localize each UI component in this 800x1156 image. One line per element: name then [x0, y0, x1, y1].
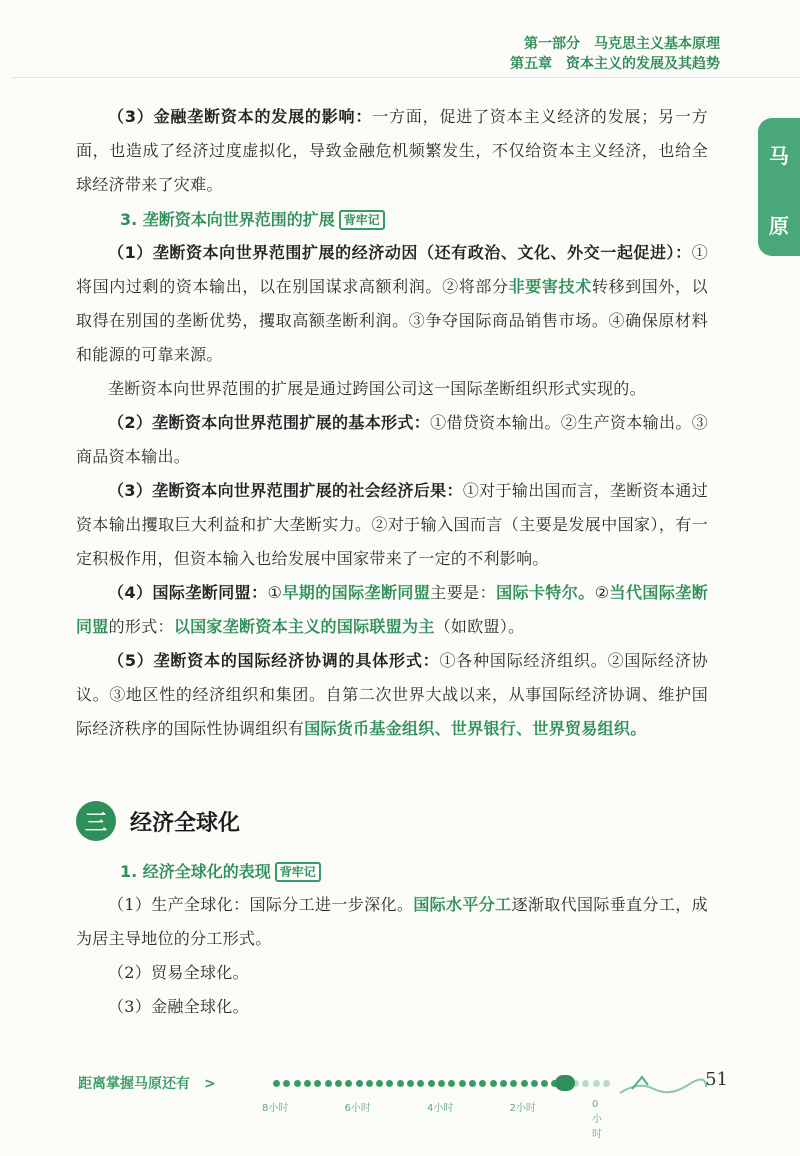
progress-dot [366, 1080, 373, 1087]
progress-dot [582, 1080, 589, 1087]
progress-track [262, 1075, 606, 1140]
section-heading-globalization [76, 799, 240, 843]
section-title: 经济全球化 [130, 810, 241, 836]
paragraph-motives: （1）垄断资本向世界范围扩展的经济动因（还有政治、文化、外交一起促进）：①将国内过剩的资本输出，以在别国谋求高额利润。②将部分非要害技术转移到国外，以取得在别国的垄断优势，攫取高额垄断利润。③争夺国际商品销售市场。④确保原材料和能源的可靠来源。 [76, 243, 708, 364]
progress-dot [510, 1080, 517, 1087]
section-number-badge: 三 [76, 801, 116, 841]
progress-dot [273, 1080, 280, 1087]
progress-dot [479, 1080, 486, 1087]
progress-dot [417, 1080, 424, 1087]
progress-dot [335, 1080, 342, 1087]
progress-tick-label: 2小时 [509, 1103, 536, 1114]
progress-dot [541, 1080, 548, 1087]
progress-tick-label: 8小时 [262, 1103, 289, 1114]
progress-dot [407, 1080, 414, 1087]
progress-label: 距离掌握马原还有 > [78, 1076, 216, 1092]
progress-dot [397, 1080, 404, 1087]
progress-dot [521, 1080, 528, 1087]
progress-dot [438, 1080, 445, 1087]
subheading-global-expansion: 3. 垄断资本向世界范围的扩展 背牢记 [120, 204, 708, 236]
progress-dot [603, 1080, 610, 1087]
progress-dot [531, 1080, 538, 1087]
memorize-tag: 背牢记 [339, 210, 385, 230]
paragraph-coordination: （5）垄断资本的国际经济协调的具体形式：①各种国际经济组织。②国际经济协议。③地区性的经济组织和集团。自第二次世界大战以来，从事国际经济协调、维护国际经济秩序的国际性协调组织有国际货币基金组织、世界银行、世界贸易组织。 [76, 651, 708, 738]
progress-dot [500, 1080, 507, 1087]
header-part: 第一部分 马克思主义基本原理 [524, 36, 720, 52]
progress-dot [448, 1080, 455, 1087]
page-number: 51 [705, 1069, 728, 1090]
progress-tick-label: 4小时 [427, 1103, 454, 1114]
paragraph-production: （1）生产全球化：国际分工进一步深化。国际水平分工逐渐取代国际垂直分工，成为居主导地位的分工形式。 [76, 895, 708, 948]
paragraph-consequences: （3）垄断资本向世界范围扩展的社会经济后果：①对于输出国而言，垄断资本通过资本输出攫取巨大利益和扩大垄断实力。②对于输入国而言（主要是发展中国家），有一定积极作用，但资本输入也给发展中国家带来了一定的不利影响。 [76, 481, 708, 568]
paragraph-basic-forms: （2）垄断资本向世界范围扩展的基本形式：①借贷资本输出。②生产资本输出。③商品资本输出。 [76, 413, 708, 466]
side-thumb-tab[interactable] [758, 118, 800, 256]
running-header [320, 34, 720, 74]
header-rule [12, 77, 800, 78]
paragraph-financial-impact: （3）金融垄断资本的发展的影响：一方面，促进了资本主义经济的发展；另一方面，也造成了经济过度虚拟化，导致金融危机频繁发生，不仅给资本主义经济，也给全球经济带来了灾难。 [76, 107, 708, 194]
wave-decoration-icon [618, 1067, 708, 1101]
progress-dot [283, 1080, 290, 1087]
side-tab-top: 马 [769, 144, 789, 168]
globalization-text-block [76, 856, 708, 1024]
side-tab-bottom: 原 [769, 214, 789, 238]
progress-dot [593, 1080, 600, 1087]
progress-dot [314, 1080, 321, 1087]
main-text-block [76, 100, 708, 746]
progress-dot [304, 1080, 311, 1087]
paragraph-finance: （3）金融全球化。 [108, 997, 249, 1016]
progress-tick-label: 0小时 [592, 1099, 602, 1140]
progress-dot [325, 1080, 332, 1087]
memorize-tag: 背牢记 [275, 862, 321, 882]
paragraph-monopoly-alliance: （4）国际垄断同盟：①早期的国际垄断同盟主要是：国际卡特尔。②当代国际垄断同盟的形式：以国家垄断资本主义的国际联盟为主（如欧盟）。 [76, 583, 708, 636]
progress-dot [469, 1080, 476, 1087]
paragraph-trade: （2）贸易全球化。 [108, 963, 249, 982]
progress-dot [376, 1080, 383, 1087]
subheading-manifestations: 1. 经济全球化的表现 背牢记 [120, 856, 708, 888]
footer-progress [78, 1069, 728, 1140]
progress-dot [345, 1080, 352, 1087]
progress-dot [490, 1080, 497, 1087]
progress-tick-label: 6小时 [344, 1103, 371, 1114]
progress-dot [428, 1080, 435, 1087]
progress-dot [294, 1080, 301, 1087]
header-chapter: 第五章 资本主义的发展及其趋势 [510, 56, 720, 72]
progress-dot [459, 1080, 466, 1087]
paragraph-multinational: 垄断资本向世界范围的扩展是通过跨国公司这一国际垄断组织形式实现的。 [108, 379, 646, 398]
progress-marker [555, 1075, 575, 1091]
progress-dot [386, 1080, 393, 1087]
progress-dot [356, 1080, 363, 1087]
